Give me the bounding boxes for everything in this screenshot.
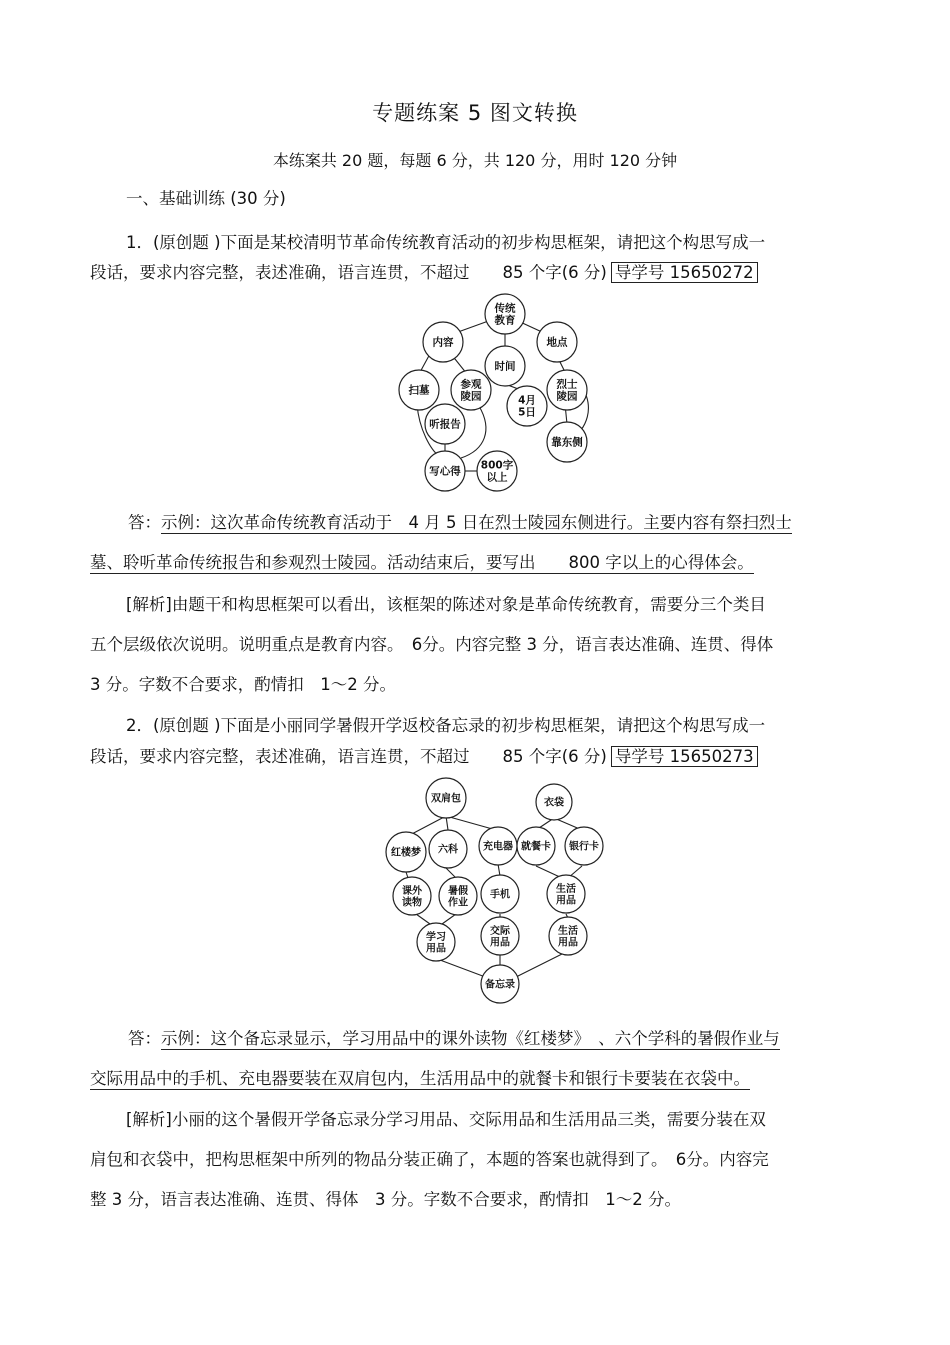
q1-answer-line2 (90, 552, 754, 574)
node-label-write: 写心得 (429, 465, 461, 478)
node-label-backpack: 双肩包 (431, 793, 461, 805)
page-subtitle: 本练案共 20 题，每题 6 分，共 120 分，用时 120 分钟 (272, 151, 678, 170)
node-label-bankcard: 银行卡 (569, 841, 599, 853)
node-label-daily2: 生活用品 (558, 925, 578, 949)
node-label-extrabooks: 课外读物 (402, 885, 422, 909)
q2-answer-label: 答： (128, 1029, 161, 1048)
node-label-place: 地点 (546, 336, 568, 349)
node-label-mealcard: 就餐卡 (521, 841, 551, 853)
q1-answer-label: 答： (128, 513, 161, 532)
node-label-charger: 充电器 (483, 841, 513, 853)
q1-answer-line1 (128, 512, 792, 534)
node-label-visit: 参观陵园 (460, 378, 482, 403)
section-heading: 一、基础训练 (30 分) (126, 189, 286, 208)
node-label-sweep: 扫墓 (408, 384, 430, 397)
q2-answer-line2 (90, 1068, 750, 1090)
q1-diagram (395, 290, 625, 500)
q2-analysis-line2: 肩包和衣袋中，把构思框架中所列的物品分装正确了，本题的答案也就得到了。 6分。内容完 (90, 1150, 769, 1169)
node-label-comm: 交际用品 (490, 925, 510, 949)
node-label-sixsubjects: 六科 (438, 844, 458, 856)
node-label-top: 传统教育 (494, 302, 516, 327)
node-label-pocket: 衣袋 (544, 797, 564, 809)
node-label-daily1: 生活用品 (556, 883, 576, 907)
q1-answer-text1: 示例：这次革命传统教育活动于 4 月 5 日在烈士陵园东侧进行。主要内容有祭扫烈士 (161, 513, 792, 532)
node-label-homework: 暑假作业 (448, 885, 468, 909)
node-label-phone: 手机 (490, 889, 510, 901)
q1-analysis-line2: 五个层级依次说明。说明重点是教育内容。 6分。内容完整 3 分，语言表达准确、连贯、得体 (90, 635, 774, 654)
node-label-content: 内容 (432, 336, 454, 349)
q1-stem-text: 段话，要求内容完整，表述准确，语言连贯，不超过 85 个字(6 分) (90, 263, 607, 282)
node-label-time: 时间 (494, 360, 516, 373)
node-label-words: 800字以上 (480, 459, 514, 484)
q2-answer-line1 (128, 1028, 780, 1050)
q1-stem-line2 (90, 262, 758, 284)
q2-answer-text2: 交际用品中的手机、充电器要装在双肩包内，生活用品中的就餐卡和银行卡要装在衣袋中。 (90, 1069, 750, 1088)
q1-analysis-line3: 3 分。字数不合要求，酌情扣 1～2 分。 (90, 675, 396, 694)
node-label-date: 4月 5日 (518, 394, 536, 419)
q2-analysis-line3: 整 3 分，语言表达准确、连贯、得体 3 分。字数不合要求，酌情扣 1～2 分。 (90, 1190, 681, 1209)
page-title: 专题练案 5 图文转换 (372, 101, 578, 125)
node-label-report: 听报告 (429, 418, 461, 431)
node-label-study: 学习用品 (426, 931, 446, 955)
q2-stem-line2 (90, 746, 758, 768)
q1-ref-box: 导学号 15650272 (611, 262, 758, 283)
q1-analysis-line1: [解析]由题干和构思框架可以看出，该框架的陈述对象是革命传统教育，需要分三个类目 (126, 595, 766, 614)
q2-ref-box: 导学号 15650273 (611, 746, 758, 767)
node-label-memo: 备忘录 (485, 979, 515, 991)
q1-answer-text2: 墓、聆听革命传统报告和参观烈士陵园。活动结束后，要写出 800 字以上的心得体会。 (90, 553, 754, 572)
q2-stem-text: 段话，要求内容完整，表述准确，语言连贯，不超过 85 个字(6 分) (90, 747, 607, 766)
node-label-east: 靠东侧 (551, 436, 583, 449)
node-label-cemetery: 烈士陵园 (556, 378, 578, 403)
q2-stem-line1: 2．(原创题 )下面是小丽同学暑假开学返校备忘录的初步构思框架，请把这个构思写成一 (126, 716, 766, 735)
q1-stem-line1: 1．(原创题 )下面是某校清明节革命传统教育活动的初步构思框架，请把这个构思写成一 (126, 233, 766, 252)
q2-analysis-line1: [解析]小丽的这个暑假开学备忘录分学习用品、交际用品和生活用品三类，需要分装在双 (126, 1110, 766, 1129)
node-label-redmansion: 红楼梦 (391, 847, 421, 859)
q2-diagram (382, 774, 622, 1004)
q2-answer-text1: 示例：这个备忘录显示，学习用品中的课外读物《红楼梦》 、六个学科的暑假作业与 (161, 1029, 780, 1048)
